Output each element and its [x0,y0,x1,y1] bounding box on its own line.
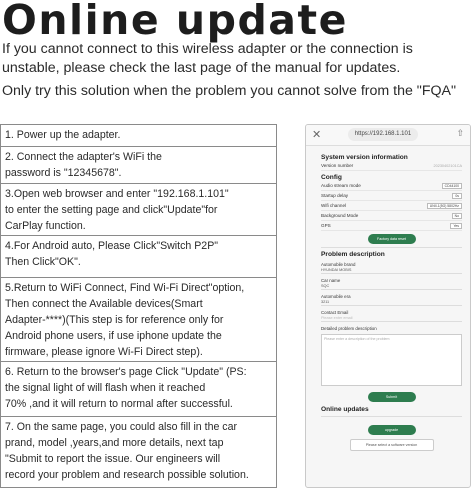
config-label: Startup delay [321,193,349,198]
config-label: GPS [321,223,331,228]
system-version-title: System version information [321,154,408,161]
config-label: Background Mode [321,213,359,218]
config-select[interactable]: UNII-1(5G) 5802Hz [427,203,462,209]
step-2: 2. Connect the adapter's WiFi the password is "12345678". [1,147,276,184]
step-4: 4.For Android auto, Please Click"Switch P2P" Then Click"OK". [1,236,276,278]
version-row [321,161,462,171]
config-select[interactable]: Yes [450,223,462,229]
step-1: 1. Power up the adapter. [1,125,276,147]
brand-field[interactable]: HYUNDAI MOBIS [321,267,462,274]
config-row [321,201,462,211]
config-row [321,221,462,231]
step-7: 7. On the same page, you could also fill in the car prand, model ,years,and more details, next tap "Submit to report the issue. Our engineers will record your problem and research possible solution. [1,417,276,488]
software-version-select[interactable]: Please select a software version [350,439,434,451]
page-title: Online update [2,0,348,44]
version-label: Version number [321,163,354,168]
config-label: Wifi channel [321,203,347,208]
step-6: 6. Return to the browser's page Click "Update" (PS: the signal light of will flash when it reached 70% ,and it will return to normal after successful. [1,362,276,417]
detail-label: Detailed problem description [321,326,377,331]
divider [321,247,462,248]
share-icon[interactable]: ⇧ [456,128,464,138]
car-label: Car name [321,278,341,283]
browser-bar [306,125,470,146]
step-3: 3.Open web browser and enter "192.168.1.101" to enter the setting page and click"Update"for CarPlay function. [1,184,276,236]
factory-reset-button[interactable]: Factory data reset [368,234,416,244]
problem-title: Problem description [321,251,385,258]
email-label: Contact Email [321,310,349,315]
config-label: Audio stream mode [321,183,361,188]
phone-screenshot [305,124,471,488]
era-label: Automobile era [321,294,351,299]
version-value: 20230402101CA [433,163,462,168]
config-row [321,181,462,191]
submit-button[interactable]: Submit [368,392,416,402]
era-field[interactable]: 3211 [321,299,462,306]
online-updates-title: Online updates [321,406,369,413]
car-field[interactable]: SQC [321,283,462,290]
config-row [321,191,462,201]
config-select[interactable]: No [452,213,462,219]
upgrade-button[interactable]: upgrade [368,425,416,435]
intro-paragraph-2: Only try this solution when the problem you cannot solve from the "FQA" [2,83,457,99]
config-select[interactable]: CD44100 [442,183,462,189]
brand-label: Automobile brand [321,262,356,267]
url-field[interactable]: https://192.168.1.101 [348,128,418,141]
email-field[interactable]: Please enter email [321,315,462,322]
detail-textarea[interactable]: Please enter a description of the problem [321,334,462,386]
config-title: Config [321,174,342,181]
intro-paragraph-1: If you cannot connect to this wireless adapter or the connection is unstable, please check the last page of the manual for updates. [2,41,413,76]
config-row [321,211,462,221]
config-select[interactable]: 0s [452,193,462,199]
divider [321,416,462,417]
steps-list [0,124,277,488]
step-5: 5.Return to WiFi Connect, Find Wi-Fi Direct"option, Then connect the Available devices(Smart Adapter-****)(This step is for reference only for Android phone users, if use iphone update the firmware, please ignore Wi-Fi Direct step). [1,278,276,362]
close-icon[interactable]: ✕ [312,129,322,141]
